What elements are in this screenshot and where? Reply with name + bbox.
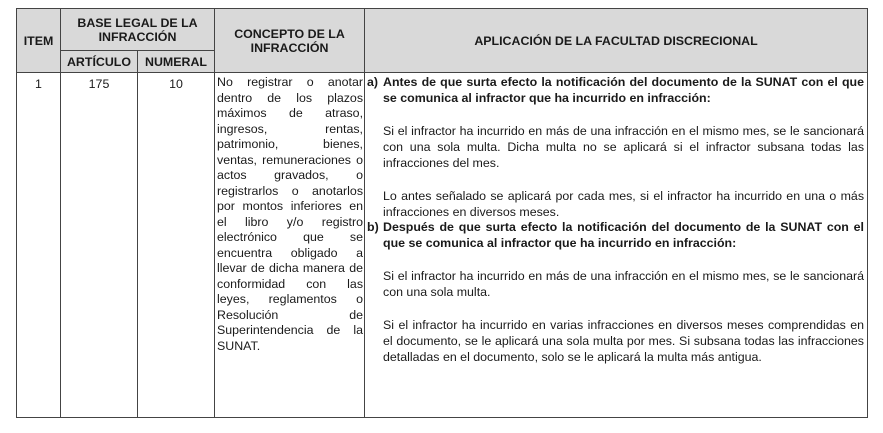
cell-numeral: 10 xyxy=(138,73,215,418)
col-header-base-legal: BASE LEGAL DE LA INFRACCIÓN xyxy=(61,9,215,51)
section-b-paragraph-2: Si el infractor ha incurrido en varias infracciones en diversos meses comprendidas en el documento, se le aplicará una sola multa por mes. Si subsana todas las infracciones detalladas en el documento, solo se le aplicará la multa más antigua. xyxy=(383,318,865,364)
section-b-paragraph-1: Si el infractor ha incurrido en más de una infracción en el mismo mes, se le sancionará con una sola multa. xyxy=(383,269,865,299)
section-a xyxy=(367,75,864,220)
col-header-numeral: NUMERAL xyxy=(138,51,215,73)
section-a-paragraph-2: Lo antes señalado se aplicará por cada mes, si el infractor ha incurrido en una o más infracciones en diversos meses. xyxy=(383,189,865,219)
section-a-letter: a) xyxy=(367,75,379,89)
concepto-text: No registrar o anotar dentro de los plazos máximos de atraso, ingresos, rentas, patrimonio, bienes, ventas, remuneraciones o actos gravados, o registrarlos o anotarlos por montos inferiores en el libro y/o registro electrónico que se encuentra obligado a llevar de dicha manera de conformidad con las leyes, reglamentos o Resolución de Superintendencia de la SUNAT. xyxy=(217,75,364,353)
col-header-articulo: ARTÍCULO xyxy=(61,51,138,73)
header-row xyxy=(17,9,868,51)
section-b-heading: Después de que surta efecto la notificación del documento de la SUNAT con el que se comunica al infractor que ha incurrido en infracción: xyxy=(383,220,865,250)
cell-articulo: 175 xyxy=(61,73,138,418)
col-header-concepto: CONCEPTO DE LA INFRACCIÓN xyxy=(215,9,365,73)
section-a-paragraph-1: Si el infractor ha incurrido en más de una infracción en el mismo mes, se le sancionará con una sola multa. Dicha multa no se aplicará si el infractor subsana todas las infracciones del mes. xyxy=(383,124,865,170)
cell-concepto xyxy=(215,73,365,418)
cell-aplicacion xyxy=(365,73,868,418)
section-a-heading: Antes de que surta efecto la notificación del documento de la SUNAT con el que se comunica al infractor que ha incurrido en infracción: xyxy=(383,75,865,105)
col-header-aplicacion: APLICACIÓN DE LA FACULTAD DISCRECIONAL xyxy=(365,9,868,73)
infraction-table xyxy=(16,8,868,418)
section-b xyxy=(367,220,864,365)
col-header-item: ITEM xyxy=(17,9,61,73)
cell-item: 1 xyxy=(17,73,61,418)
section-b-letter: b) xyxy=(367,220,379,234)
table-row xyxy=(17,73,868,418)
